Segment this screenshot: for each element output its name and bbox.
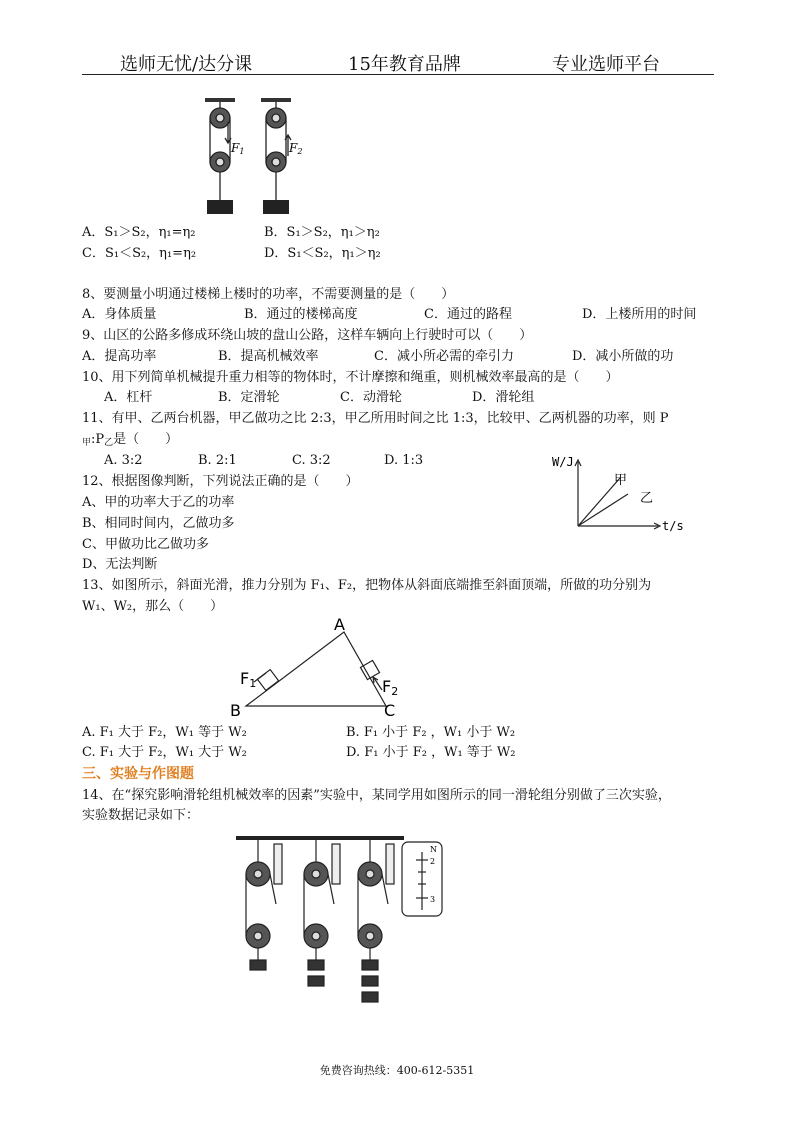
- q9-option-c: C．减小所必需的牵引力: [374, 349, 514, 364]
- q11-stem: 11、有甲、乙两台机器，甲乙做功之比 2:3，甲乙所用时间之比 1:3，比较甲、乙两机器的功率，则 P: [82, 411, 669, 426]
- q9-stem: 9、山区的公路多修成环绕山坡的盘山公路，这样车辆向上行驶时可以（ ）: [82, 328, 533, 343]
- q7-option-d: D．S₁＜S₂，η₁＞η₂: [264, 246, 381, 261]
- q11-stem-line2: $_甲:P_乙$是（ ）: [82, 432, 179, 448]
- q12-stem: 12、根据图像判断，下列说法正确的是（ ）: [82, 474, 359, 489]
- graph-label-yi: 乙: [640, 491, 654, 506]
- q10-stem: 10、用下列简单机械提升重力相等的物体时，不计摩擦和绳重，则机械效率最高的是（ ）: [82, 370, 619, 385]
- force-f1-label-incline: F1: [240, 669, 257, 690]
- q14-stem: 14、在“探究影响滑轮组机械效率的因素”实验中，某同学用如图所示的同一滑轮组分别做了三次实验，: [82, 788, 671, 803]
- force-f2-label: F2: [289, 141, 303, 156]
- q14-stem-line2: 实验数据记录如下：: [82, 808, 200, 823]
- q10-option-b: B．定滑轮: [218, 390, 280, 405]
- graph-ylabel: W/J: [552, 455, 574, 469]
- q8-option-d: D．上楼所用的时间: [582, 307, 697, 322]
- q10-option-d: D．滑轮组: [472, 390, 535, 405]
- graph-label-jia: 甲: [614, 473, 628, 488]
- pulley-setup-3: [358, 840, 394, 1002]
- vertex-a-label: A: [334, 616, 345, 634]
- pulley-setup-2: [304, 840, 340, 986]
- q11-option-a: A. 3:2: [104, 453, 143, 468]
- q13-option-d: D. F₁ 小于 F₂ ，W₁ 等于 W₂: [346, 745, 516, 760]
- pulley-set-figure: [236, 830, 448, 1010]
- q9-option-d: D．减小所做的功: [572, 349, 674, 364]
- q11-option-d: D. 1:3: [384, 453, 424, 468]
- q11-option-c: C. 3:2: [292, 453, 331, 468]
- q13-option-b: B. F₁ 小于 F₂ ，W₁ 小于 W₂: [346, 725, 516, 740]
- q11-option-b: B. 2:1: [198, 453, 237, 468]
- line-yi: [578, 494, 628, 526]
- vertex-b-label: B: [230, 701, 241, 720]
- q12-option-d: D、无法判断: [82, 557, 158, 572]
- q13-option-a: A. F₁ 大于 F₂，W₁ 等于 W₂: [82, 725, 247, 740]
- force-f2-label-incline: F2: [382, 677, 399, 698]
- scale-tick-2: 2: [430, 857, 436, 866]
- q8-option-a: A．身体质量: [82, 307, 157, 322]
- pulley-setup-1: [246, 840, 282, 970]
- q10-option-a: A．杠杆: [104, 390, 153, 405]
- q8-option-c: C．通过的路程: [424, 307, 512, 322]
- scale-unit-label: N: [430, 845, 437, 854]
- force-f1-label: F1: [231, 141, 245, 156]
- q13-stem-line2: W₁、W₂，那么（ ）: [82, 599, 224, 614]
- vertex-c-label: C: [384, 701, 396, 720]
- section-heading: 三、实验与作图题: [82, 766, 194, 782]
- graph-xlabel: t/s: [662, 519, 684, 532]
- q13-stem: 13、如图所示，斜面光滑，推力分别为 F₁、F₂，把物体从斜面底端推至斜面顶端，所做的功分别为: [82, 578, 652, 593]
- incline-diagram: [224, 616, 410, 720]
- page-header: [82, 50, 714, 75]
- q9-option-a: A．提高功率: [82, 349, 157, 364]
- q12-option-c: C、甲做功比乙做功多: [82, 537, 209, 552]
- q12-option-a: A、甲的功率大于乙的功率: [82, 495, 235, 510]
- header-left: 选师无忧/达分课: [120, 54, 253, 75]
- page-footer: 免费咨询热线：400-612-5351: [319, 1064, 475, 1077]
- q7-option-b: B．S₁＞S₂，η₁＞η₂: [264, 225, 380, 240]
- header-center: 15年教育品牌: [348, 54, 461, 75]
- q7-option-a: A．S₁＞S₂，η₁=η₂: [82, 225, 196, 240]
- pulley-figure-top: [195, 96, 305, 218]
- scale-tick-3: 3: [430, 895, 436, 904]
- q12-option-b: B、相同时间内，乙做功多: [82, 516, 235, 531]
- q13-option-c: C. F₁ 大于 F₂，W₁ 大于 W₂: [82, 745, 247, 760]
- header-right: 专业选师平台: [552, 54, 660, 75]
- work-time-graph: [548, 452, 690, 532]
- q8-stem: 8、要测量小明通过楼梯上楼时的功率，不需要测量的是（ ）: [82, 287, 455, 302]
- q8-option-b: B．通过的楼梯高度: [244, 307, 358, 322]
- q7-option-c: C．S₁＜S₂，η₁=η₂: [82, 246, 197, 261]
- q10-option-c: C．动滑轮: [340, 390, 402, 405]
- q9-option-b: B．提高机械效率: [218, 349, 319, 364]
